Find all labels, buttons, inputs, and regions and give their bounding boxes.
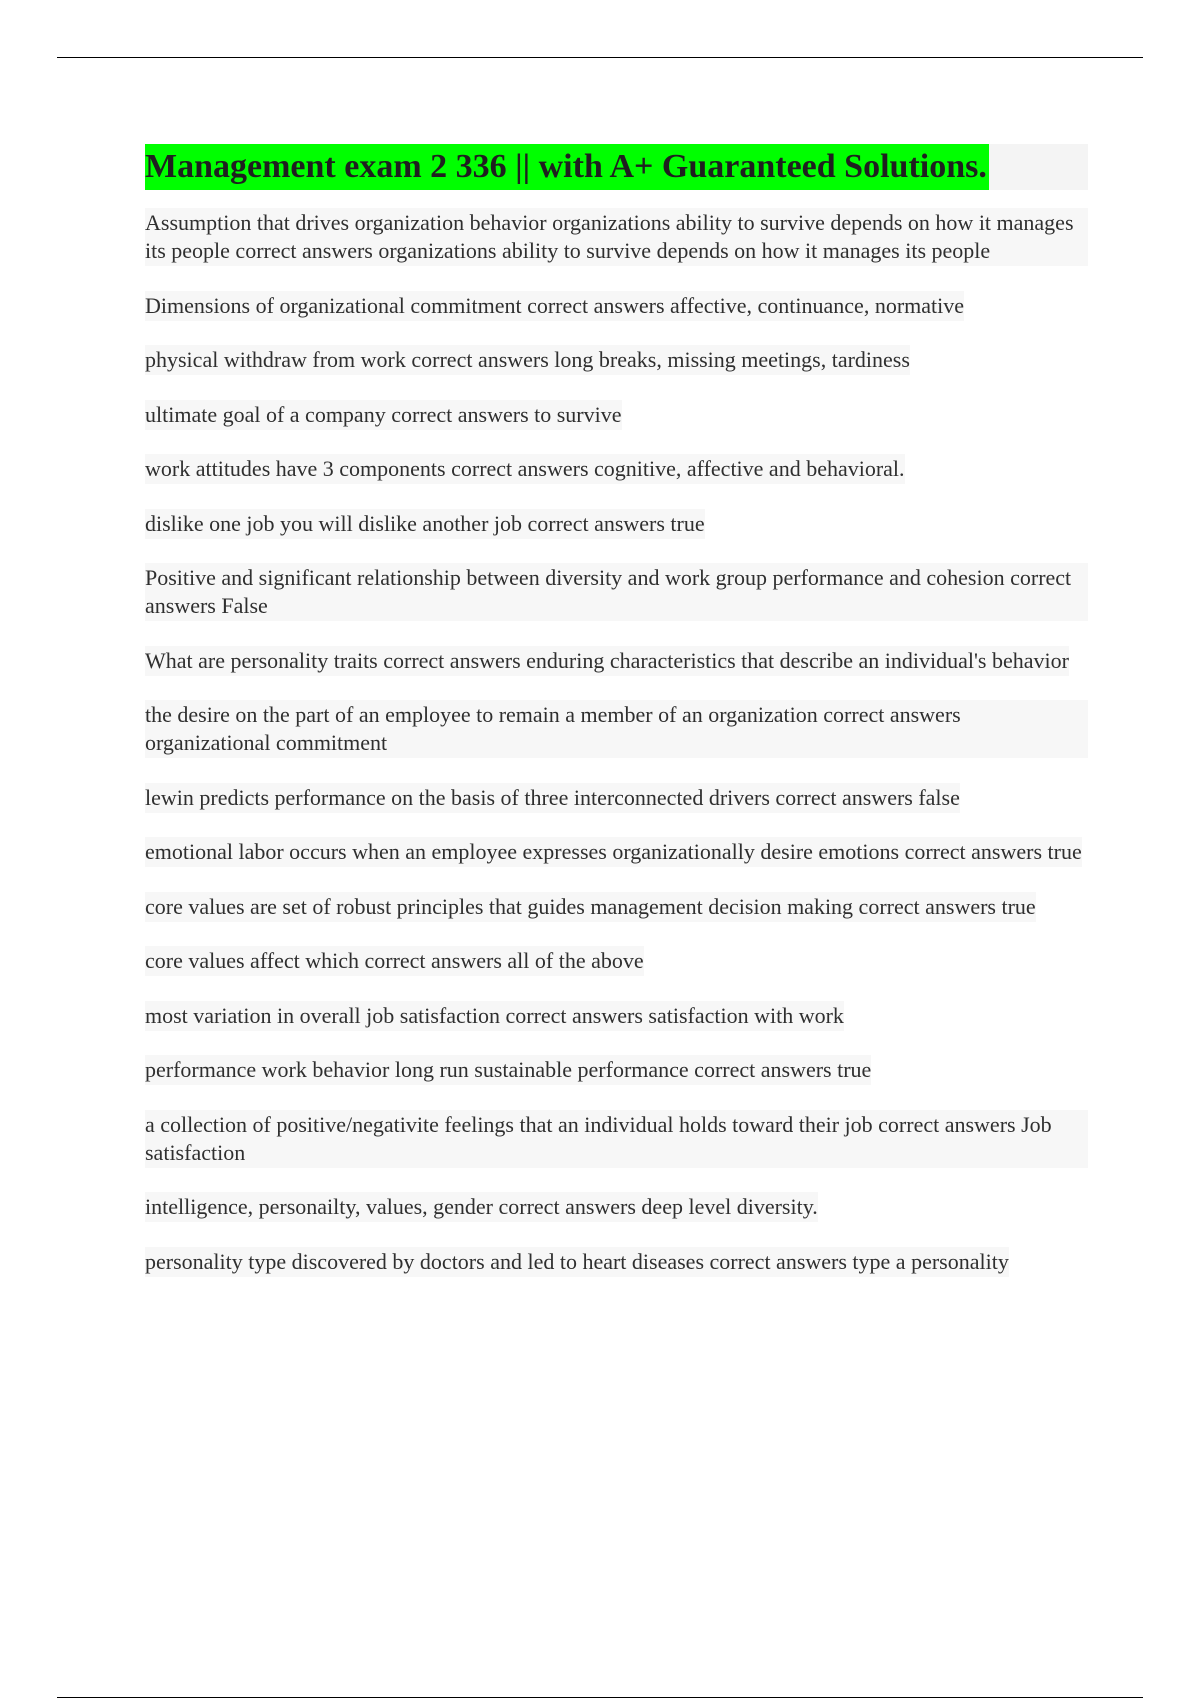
qa-entry: the desire on the part of an employee to remain a member of an organization correct answers organizational commitment [145, 700, 1088, 758]
qa-entry: lewin predicts performance on the basis of three interconnected drivers correct answers false [145, 783, 960, 813]
qa-entry: a collection of positive/negativite feelings that an individual holds toward their job correct answers Job satisfaction [145, 1110, 1088, 1168]
qa-entry: physical withdraw from work correct answers long breaks, missing meetings, tardiness [145, 345, 910, 375]
qa-entry: work attitudes have 3 components correct answers cognitive, affective and behavioral. [145, 454, 905, 484]
qa-entry: Positive and significant relationship between diversity and work group performance and cohesion correct answers False [145, 563, 1088, 621]
qa-entry: Dimensions of organizational commitment correct answers affective, continuance, normative [145, 291, 964, 321]
qa-entry: core values affect which correct answers all of the above [145, 946, 644, 976]
qa-entry: performance work behavior long run sustainable performance correct answers true [145, 1055, 871, 1085]
qa-entry: Assumption that drives organization behavior organizations ability to survive depends on how it manages its people correct answers organizations ability to survive depends on how it manages its people [145, 208, 1088, 266]
qa-entry: What are personality traits correct answers enduring characteristics that describe an individual's behavior [145, 646, 1069, 676]
bottom-rule [57, 1697, 1143, 1698]
top-rule [57, 57, 1143, 58]
qa-list [145, 208, 1088, 1301]
title-row [145, 144, 1088, 190]
qa-entry: most variation in overall job satisfaction correct answers satisfaction with work [145, 1001, 844, 1031]
qa-entry: personality type discovered by doctors and led to heart diseases correct answers type a personality [145, 1247, 1009, 1277]
document-body [145, 144, 1088, 1301]
document-title: Management exam 2 336 || with A+ Guaranteed Solutions. [145, 144, 989, 190]
qa-entry: emotional labor occurs when an employee expresses organizationally desire emotions correct answers true [145, 837, 1082, 867]
qa-entry: dislike one job you will dislike another job correct answers true [145, 509, 705, 539]
qa-entry: intelligence, personailty, values, gender correct answers deep level diversity. [145, 1192, 818, 1222]
qa-entry: ultimate goal of a company correct answers to survive [145, 400, 622, 430]
qa-entry: core values are set of robust principles that guides management decision making correct answers true [145, 892, 1036, 922]
